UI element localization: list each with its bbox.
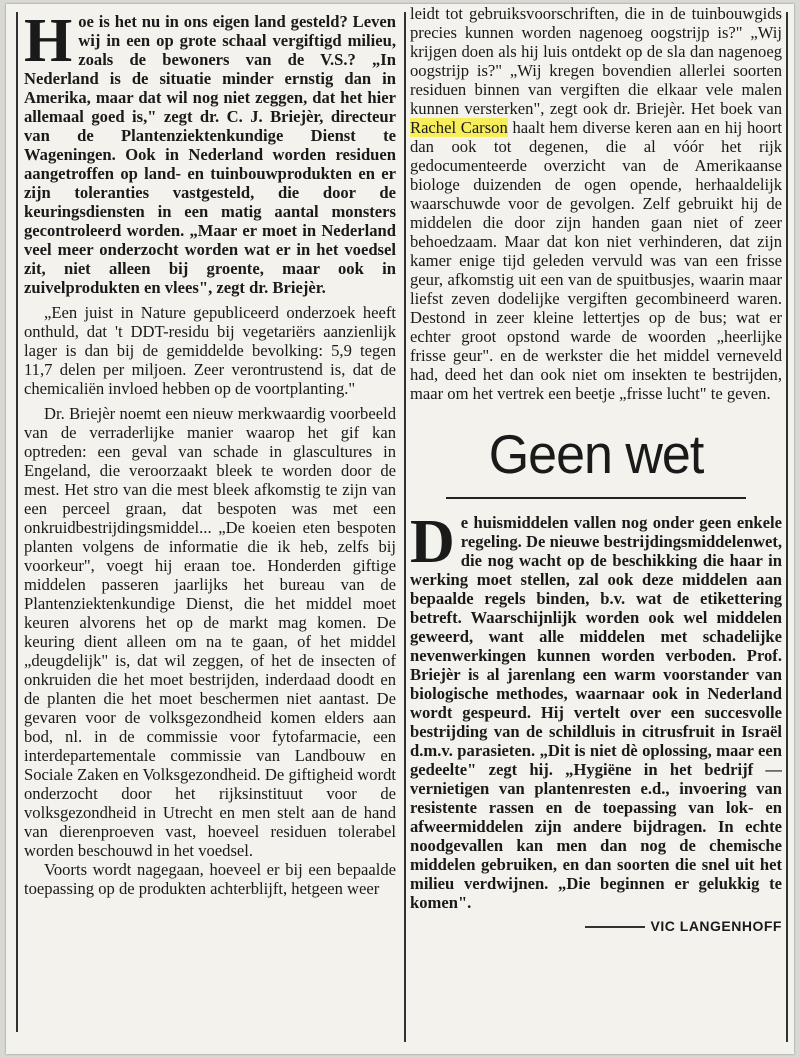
intro-paragraph [24, 12, 396, 297]
section-headline: Geen wet [488, 424, 704, 486]
column-rule-right [786, 12, 788, 1042]
left-column [24, 12, 396, 1030]
byline-author: VIC LANGENHOFF [650, 918, 782, 934]
section-headline-wrap [410, 425, 782, 499]
byline [410, 918, 782, 934]
byline-rule [585, 926, 645, 928]
intro-dropcap: H [24, 12, 73, 75]
paragraph-geen-wet [410, 508, 782, 912]
geen-wet-text: e huismiddelen vallen nog onder geen enkele regeling. De nieuwe bestrijdingsmiddelenwet, die nog wacht op de beschikking die haar in werking moet stellen, zal ook deze middelen aan bepaalde regels binden, b.v. wat de etikettering betreft. Waarschijnlijk worden ook wel middelen geweerd, want alle middelen met schadelijke nevenwerkingen kunnen worden verboden. Prof. Briejèr is al jarenlang een warm voorstander van biologische methodes, waarnaar ook in Nederland wordt gespeurd. Hij vertelt over een succesvolle bestrijding van de schildluis in citrusfruit in Israël d.m.v. parasieten. „Dit is niet dè oplossing, maar een gedeelte" zegt hij. „Hygiëne in het bedrijf — vernietigen van plantenresten e.d., invoering van resistente rassen en de toepassing van lok- en afweermiddelen zijn andere bijdragen. In echte noodgevallen kan men dan nog de chemische middelen gebruiken, en dan soorten die snel uit het milieu verdwijnen. „Die beginnen er gelukkig te komen". [410, 513, 782, 912]
headline-rule [446, 497, 746, 499]
carson-text-before: leidt tot gebruiksvoorschriften, die in de tuinbouwgids precies kunnen worden nagenoeg oogstrijp is?" „Wij krijgen doen als hij luis ontdekt op de sla dan nagenoeg oogstrijp is?" „Wij kregen bovendien allerlei soorten residuen binnen van vergiften die elkaar vele malen kunnen versterken", zegt ook dr. Briejèr. Het boek van [410, 4, 782, 118]
newspaper-clipping [6, 4, 794, 1054]
intro-text: oe is het nu in ons eigen land gesteld? Leven wij in een op grote schaal vergiftigd milieu, zoals de bewoners van de V.S.? „In Nederland is de situatie minder ernstig dan in Amerika, maar dat wil nog niet zeggen, dat het hier allemaal goed is," zegt dr. C. J. Briejèr, directeur van de Plantenziektenkundige Dienst te Wageningen. Ook in Nederland worden residuen aangetroffen op land- en tuinbouwprodukten en er zijn toleranties vastgesteld, die door de keuringsdiensten in een matig aantal monsters gecontroleerd worden. „Maar er moet in Nederland veel meer onderzocht worden wat er in het voedsel zit, niet alleen bij groente, maar ook in zuivelprodukten en vlees", zegt dr. Briejèr. [24, 12, 396, 297]
column-rule-middle [404, 12, 406, 1042]
paragraph-carson [410, 4, 782, 403]
column-rule-left [16, 12, 18, 1032]
paragraph-nature-study: „Een juist in Nature gepubliceerd onderzoek heeft onthuld, dat 't DDT-residu bij vegetariërs aanzienlijk lager is dan bij de gemiddelde bevolking: 5,9 tegen 11,7 delen per miljoen. Zeer verontrustend is, dat de chemicaliën invloed hebben op de voortplanting." [24, 303, 396, 398]
paragraph-example: Dr. Briejèr noemt een nieuw merkwaardig voorbeeld van de verraderlijke manier waarop het gif kan optreden: een geval van schade in glascultures in Engeland, die veroorzaakt bleek te worden door de mest. Het stro van die mest bleek afkomstig te zijn van een perceel graan, dat bespoten was met een onkruidbestrijdingsmiddel... „De koeien eten bespoten planten volgens de informatie die ik heb, zelfs bij voorkeur", voegt hij eraan toe. Honderden giftige middelen passeren jaarlijks het bureau van de Plantenziektenkundige Dienst, die het middel moet keuren alvorens het op de markt mag komen. De keuring dient alleen om na te gaan, of het middel „deugdelijk" is, dat wil zeggen, of het de insecten of onkruiden die het moet bestrijden, inderdaad doodt en de planten die het moet beschermen niet aantast. De gevaren voor de volksgezondheid komen elders aan bod, nl. in de commissie voor fytofarmacie, een interdepartementale commissie van Landbouw en Sociale Zaken en Volksgezondheid. De giftigheid wordt onderzocht door het rijksinstituut voor de volksgezondheid in Utrecht en men stelt aan de hand van dierenproeven vast, hoeveel residuen tolerabel worden beschouwd in het voedsel. [24, 404, 396, 860]
right-column [410, 4, 782, 1050]
paragraph-continuation: Voorts wordt nagegaan, hoeveel er bij een bepaalde toepassing op de produkten achterblijft, hetgeen weer [24, 860, 396, 898]
highlighted-name: Rachel Carson [410, 118, 508, 137]
carson-text-after: haalt hem diverse keren aan en hij hoort dan ook tot degenen, die al vóór het rijk gedocumenteerde overzicht van de Amerikaanse biologe duizenden de ogen opende, herhaaldelijk waarschuwde voor de gevolgen. Zelf gebruikt hij de middelen die door zijn handen gaan niet of zeer behoedzaam. Maar dat kon niet verhinderen, dat zijn kamer enige tijd geleden vervuld was van een frisse geur, afkomstig uit een van de spuitbusjes, waarin maar liefst zeven dodelijke vergiften gecombineerd waren. Destond in zeer kleine lettertjes op de bus; wat er echter groot opstond warde de woorden „heerlijke frisse geur". en de werkster die het middel verneveld had, deed het dan ook niet om insekten te bestrijden, maar om het vertrek een beetje „frisse lucht" te geven. [410, 118, 782, 403]
geen-wet-dropcap: D [410, 508, 455, 576]
